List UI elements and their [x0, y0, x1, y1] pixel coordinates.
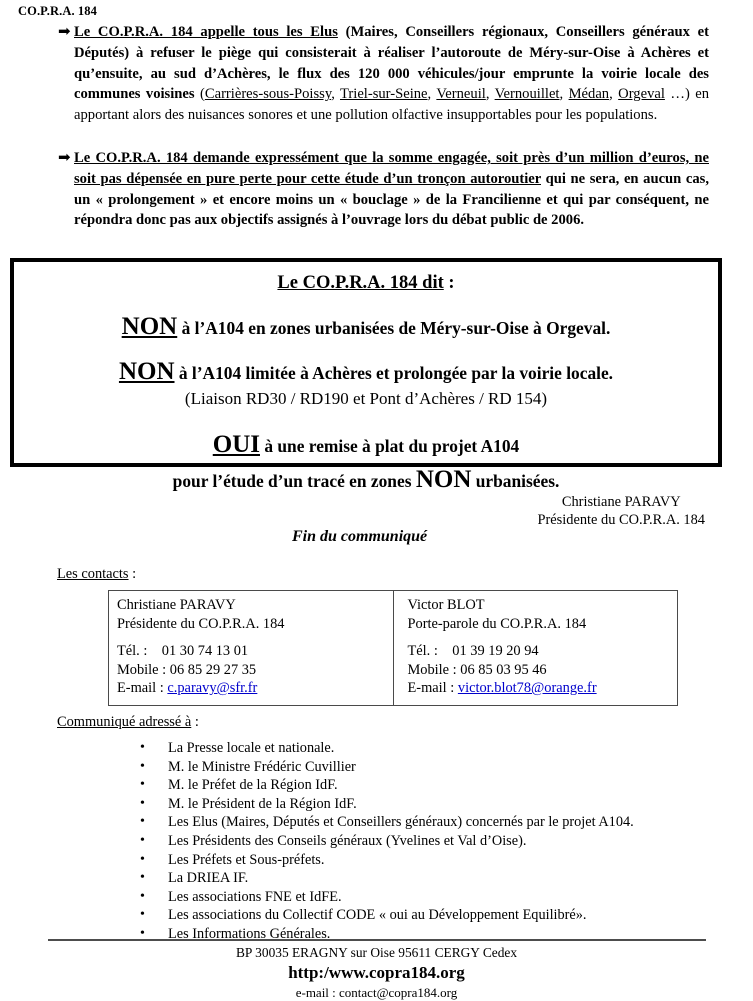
- list-item-label: M. le Ministre Frédéric Cuvillier: [168, 758, 356, 775]
- contact-email-row: [408, 679, 670, 698]
- signature-block: [538, 493, 706, 529]
- slogan-3-text: à une remise à plat du projet A104: [259, 436, 520, 456]
- list-item-label: La Presse locale et nationale.: [168, 740, 335, 756]
- contact-tel-label: Tél. :: [407, 643, 438, 659]
- list-item-label: M. le Président de la Région IdF.: [168, 795, 357, 812]
- arrow-right-icon: ➡: [58, 148, 71, 166]
- contacts-table: [108, 590, 678, 706]
- slogan-title: [24, 273, 708, 294]
- list-item-label: Les Préfets et Sous-préfets.: [168, 851, 325, 868]
- paragraph-1-body: (Maires, Conseillers régionaux, Conseillers généraux et Députés) à refuser le piège qui consisterait à réaliser l’autoroute de Méry-sur-Oise à Achères et qu’ensuite, au sud d’Achères, le flux des 120 000 véhicules/jour emprunte la voirie locale des communes voisines: [74, 24, 709, 103]
- footer-website[interactable]: http:/www.copra184.org: [288, 963, 465, 982]
- contacts-label-text: Les contacts: [57, 566, 129, 582]
- list-item: [132, 888, 634, 907]
- slogan-1-text: à l’A104 en zones urbanisées de Méry-sur-Oise à Orgeval.: [177, 318, 611, 338]
- list-item: [132, 776, 634, 795]
- contact-email-label: E-mail :: [407, 680, 455, 696]
- contact-tel-row: [408, 642, 670, 661]
- paragraph-2-lead: Le CO.P.R.A. 184 demande expressément que la somme engagée, soit près d’un million d’euros, ne soit pas dépensée en pure perte pour cette étude d’un tronçon autoroutier: [74, 150, 709, 187]
- contact-tel-value: 01 30 74 13 01: [161, 643, 249, 659]
- spacer: [408, 633, 670, 642]
- slogan-title-underlined: Le CO.P.R.A. 184 dit: [277, 273, 444, 293]
- town-name: Médan: [568, 86, 610, 103]
- town-name: Vernouillet: [494, 86, 560, 103]
- list-item-label: La DRIEA IF.: [168, 870, 249, 887]
- paragraph-1-lead: Le CO.P.R.A. 184 appelle tous les Elus: [74, 24, 338, 40]
- list-item-label: Les associations FNE et IdFE.: [168, 888, 342, 905]
- list-item-label: Les Informations Générales.: [168, 925, 331, 942]
- signature-name: Christiane PARAVY: [561, 494, 681, 510]
- contact-email-label: E-mail :: [117, 680, 164, 696]
- list-item: [132, 795, 634, 814]
- list-item-label: Les Elus (Maires, Députés et Conseillers généraux) concernés par le projet A104.: [168, 814, 634, 831]
- slogan-4-keyword: NON: [415, 466, 472, 493]
- contact-cell-blot: [393, 591, 678, 706]
- list-item: [132, 813, 634, 832]
- bullet-icon: •: [140, 925, 145, 941]
- slogan-2-text: à l’A104 limitée à Achères et prolongée par la voirie locale.: [174, 363, 614, 383]
- contacts-label-colon: :: [128, 566, 137, 582]
- bullet-paragraph-1: [58, 22, 709, 126]
- slogan-box-inner: [13, 261, 719, 493]
- bullet-icon: •: [140, 740, 145, 755]
- paragraph-2-text: [74, 148, 709, 231]
- footer-address: BP 30035 ERAGNY sur Oise 95611 CERGY Cedex: [235, 945, 518, 960]
- signature-role: Présidente du CO.P.R.A. 184: [537, 512, 705, 528]
- slogan-box: [10, 258, 722, 493]
- town-name: Triel-sur-Seine: [340, 86, 428, 103]
- list-item-label: Les Présidents des Conseils généraux (Yvelines et Val d’Oise).: [168, 832, 527, 849]
- slogan-3-keyword: OUI: [212, 431, 260, 458]
- contact-name: Christiane PARAVY: [117, 597, 236, 613]
- slogan-1-keyword: NON: [121, 313, 178, 340]
- contact-role: Porte-parole du CO.P.R.A. 184: [407, 615, 587, 632]
- list-item: [132, 869, 634, 888]
- list-item: [132, 851, 634, 870]
- paragraph-1-text: Le CO.P.R.A. 184 appelle tous les Elus (Maires, Conseillers régionaux, Conseillers généraux et Députés) à refuser le piège qui consisterait à réaliser l’autoroute de Méry-sur-Oise à Achères et qu’ensuite, au sud d’Achères, le flux des 120 000 véhicules/jour emprunte la voirie locale des communes voisines (Carrières-sous-Poissy, Triel-sur-Seine, Verneuil, Vernouillet, Médan, Orgeval …) en apportant alors des nuisances sonores et une pollution olfactive insupportables pour les populations.: [74, 24, 709, 124]
- paragraph-1-tail-open: (: [194, 86, 205, 103]
- paragraph-1-tail-close: …) en apportant alors des nuisances sonores et une pollution olfactive insupportables pour les populations.: [74, 86, 709, 124]
- list-item: [132, 832, 634, 851]
- slogan-4-post: urbanisées.: [471, 471, 560, 491]
- bullet-icon: •: [140, 870, 145, 886]
- contact-mobile-row: [408, 661, 670, 680]
- contact-mobile-value: 06 85 29 27 35: [169, 661, 257, 678]
- bullet-icon: •: [140, 758, 145, 774]
- slogan-line-3: [24, 431, 708, 459]
- list-item: [132, 758, 634, 777]
- slogan-line-1: [24, 313, 708, 341]
- slogan-line-4: [24, 466, 708, 494]
- town-name: Carrières-sous-Poissy: [204, 86, 332, 103]
- arrow-right-icon: ➡: [58, 22, 71, 40]
- bullet-icon: •: [140, 814, 145, 830]
- bullet-paragraph-2: [58, 148, 709, 231]
- paragraph-2-body: qui ne sera, en aucun cas, un « prolongement » et encore moins un « bouclage » de la Francilienne et qui par conséquent, ne répondra donc pas aux objectifs assignés à l’ouvrage lors du débat public de 2006.: [74, 170, 709, 229]
- bullet-icon: •: [140, 888, 145, 904]
- document-header-org: CO.P.R.A. 184: [18, 4, 97, 18]
- end-of-release-label: Fin du communiqué: [292, 528, 428, 545]
- spacer: [117, 633, 385, 642]
- contact-email-link[interactable]: c.paravy@sfr.fr: [167, 680, 258, 696]
- addressed-to-label: [57, 714, 199, 731]
- list-item: [132, 739, 634, 758]
- contact-tel-label: Tél. :: [117, 643, 148, 659]
- contact-mobile-row: [117, 661, 385, 680]
- contact-mobile-label: Mobile :: [117, 661, 167, 678]
- bullet-icon: •: [140, 832, 145, 848]
- contact-tel-row: [117, 642, 385, 661]
- slogan-title-colon: :: [443, 273, 455, 293]
- slogan-line-2: [24, 358, 708, 386]
- contact-tel-value: 01 39 19 20 94: [452, 643, 539, 659]
- list-item-label: Les associations du Collectif CODE « oui au Développement Equilibré».: [168, 907, 587, 924]
- contact-name: Victor BLOT: [407, 597, 485, 613]
- addressed-to-label-text: Communiqué adressé à: [57, 714, 192, 730]
- contacts-label: [57, 566, 136, 583]
- footer-divider: [48, 939, 706, 941]
- bullet-icon: •: [140, 795, 145, 811]
- addressed-to-label-colon: :: [191, 714, 199, 730]
- footer: [0, 944, 753, 1001]
- footer-email[interactable]: e-mail : contact@copra184.org: [295, 985, 458, 1000]
- contact-email-link[interactable]: victor.blot78@orange.fr: [457, 680, 597, 696]
- list-item: [132, 906, 634, 925]
- bullet-icon: •: [140, 907, 145, 923]
- bullet-icon: •: [140, 777, 145, 793]
- slogan-4-pre: pour l’étude d’un tracé en zones: [172, 471, 416, 491]
- addressed-to-list: [132, 739, 634, 944]
- slogan-2-subline: (Liaison RD30 / RD190 et Pont d’Achères / RD 154): [184, 389, 548, 408]
- bullet-icon: •: [140, 851, 145, 867]
- contact-email-row: [117, 679, 385, 698]
- slogan-2-keyword: NON: [118, 358, 175, 385]
- contact-mobile-label: Mobile :: [407, 661, 457, 678]
- contact-cell-paravy: [109, 591, 394, 706]
- contact-role: Présidente du CO.P.R.A. 184: [117, 615, 285, 632]
- contact-mobile-value: 06 85 03 95 46: [460, 661, 547, 678]
- town-name: Verneuil: [436, 86, 486, 103]
- table-row: [109, 591, 678, 706]
- town-name: Orgeval: [618, 86, 665, 103]
- list-item-label: M. le Préfet de la Région IdF.: [168, 777, 338, 794]
